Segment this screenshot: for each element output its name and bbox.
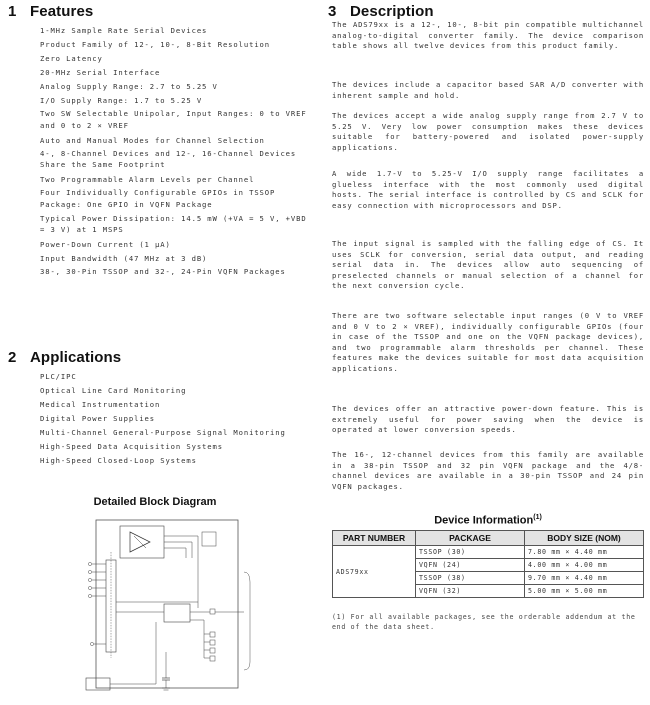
feature-item: Four Individually Configurable GPIOs in TSSOP Package: One GPIO in VQFN Package xyxy=(40,188,276,209)
feature-item: 1-MHz Sample Rate Serial Devices xyxy=(40,26,208,35)
chip-select-pin xyxy=(90,642,93,645)
description-paragraph: The devices accept a wide analog supply range from 2.7 V to 5.25 V. Very low power consumption makes these devices suitable for battery-powered and isolated power-supply applications. xyxy=(332,111,644,152)
features-list xyxy=(40,24,308,280)
applications-title: Applications xyxy=(30,349,122,366)
table-header-row xyxy=(333,531,644,546)
body-size-cell: 7.80 mm × 4.40 mm xyxy=(525,546,644,559)
device-info-footnote: (1) For all available packages, see the orderable addendum at the end of the data sheet. xyxy=(332,613,636,631)
application-item: Medical Instrumentation xyxy=(40,400,161,409)
block-diagram-title: Detailed Block Diagram xyxy=(93,496,217,508)
feature-item: Zero Latency xyxy=(40,54,103,63)
package-cell: VQFN (32) xyxy=(416,585,525,598)
body-size-cell: 5.00 mm × 5.00 mm xyxy=(525,585,644,598)
description-title: Description xyxy=(350,3,434,20)
header-part-number: PART NUMBER xyxy=(333,531,416,546)
feature-item: Auto and Manual Modes for Channel Selection xyxy=(40,135,265,145)
body-size-cell: 9.70 mm × 4.40 mm xyxy=(525,572,644,585)
header-package: PACKAGE xyxy=(416,531,525,546)
part-number-cell: ADS79xx xyxy=(333,546,416,598)
description-paragraph: The devices include a capacitor based SAR A/D converter with inherent sample and hold. xyxy=(332,80,644,100)
table-row xyxy=(333,546,644,559)
device-info-title-note: (1) xyxy=(533,514,542,521)
applications-list xyxy=(40,370,308,468)
description-paragraph: The input signal is sampled with the falling edge of CS. It uses SCLK for conversion, serial data output, and reading serial data in. The devices allow auto sequencing of preselected channels or manual selection of a channel for the next conversion cycle. xyxy=(332,239,644,291)
description-number: 3 xyxy=(328,3,337,20)
device-info-table xyxy=(332,530,644,598)
description-paragraph: A wide 1.7-V to 5.25-V I/O supply range facilitates a glueless interface with the most commonly used digital hosts. The serial interface is controlled by CS and SCLK for easy connection with microprocessors and DSP. xyxy=(332,169,644,210)
block-diagram xyxy=(48,512,288,704)
application-item: High-Speed Data Acquisition Systems xyxy=(40,442,223,451)
description-paragraph: The 16-, 12-channel devices from this family are available in a 38-pin TSSOP and 32 pin VQFN package and the 4/8-channel devices are available in a 30-pin TSSOP and 24 pin VQFN packages. xyxy=(332,450,644,491)
device-info-title-text: Device Information xyxy=(434,514,534,527)
application-item: Optical Line Card Monitoring xyxy=(40,386,187,395)
description-heading xyxy=(328,3,434,20)
feature-item: Analog Supply Range: 2.7 to 5.25 V xyxy=(40,82,218,91)
feature-item: 20-MHz Serial Interface xyxy=(40,68,161,77)
description-paragraph: The devices offer an attractive power-down feature. This is extremely useful for power saving when the device is operated at lower conversion speeds. xyxy=(332,404,644,435)
application-item: PLC/IPC xyxy=(40,372,77,381)
adc-block xyxy=(164,604,190,622)
applications-number: 2 xyxy=(8,349,17,366)
serial-interface-pins xyxy=(210,632,215,661)
description-paragraph: The ADS79xx is a 12-, 10-, 8-bit pin compatible multichannel analog-to-digital converter family. The device comparison table shows all twelve devices from this product family. xyxy=(332,20,644,51)
feature-item: Input Bandwidth (47 MHz at 3 dB) xyxy=(40,254,208,263)
package-cell: TSSOP (38) xyxy=(416,572,525,585)
package-cell: TSSOP (30) xyxy=(416,546,525,559)
application-item: Multi-Channel General-Purpose Signal Monitoring xyxy=(40,428,286,437)
feature-item: Two SW Selectable Unipolar, Input Ranges: 0 to VREF and 0 to 2 × VREF xyxy=(40,109,307,130)
feature-item: Two Programmable Alarm Levels per Channel xyxy=(40,175,255,184)
device-info-title xyxy=(332,514,644,527)
feature-item: Power-Down Current (1 µA) xyxy=(40,240,171,249)
feature-item: Typical Power Dissipation: 14.5 mW (+VA = 5 V, +VBD = 3 V) at 1 MSPS xyxy=(40,213,307,234)
application-item: High-Speed Closed-Loop Systems xyxy=(40,456,197,465)
features-title: Features xyxy=(30,3,94,20)
applications-heading xyxy=(8,349,121,366)
input-pins xyxy=(88,562,91,597)
feature-item: 38-, 30-Pin TSSOP and 32-, 24-Pin VQFN Packages xyxy=(40,267,286,276)
features-heading xyxy=(8,3,93,20)
gpio-block xyxy=(202,532,216,546)
body-size-cell: 4.00 mm × 4.00 mm xyxy=(525,559,644,572)
package-cell: VQFN (24) xyxy=(416,559,525,572)
amplifier-block xyxy=(120,526,164,558)
description-paragraph: There are two software selectable input ranges (0 V to VREF and 0 V to 2 × VREF), individually configurable GPIOs (four in case of the TSSOP and one on the VQFN package devices), and two programmable alarm thresholds per channel. These features make the devices suitable for most data acquisition applications. xyxy=(332,311,644,373)
features-number: 1 xyxy=(8,3,17,20)
application-item: Digital Power Supplies xyxy=(40,414,155,423)
capacitor-icon xyxy=(162,672,170,690)
feature-item: Product Family of 12-, 10-, 8-Bit Resolution xyxy=(40,40,270,49)
header-body-size: BODY SIZE (NOM) xyxy=(525,531,644,546)
feature-item: 4-, 8-Channel Devices and 12-, 16-Channel Devices Share the Same Footprint xyxy=(40,148,297,169)
feature-item: I/O Supply Range: 1.7 to 5.25 V xyxy=(40,96,203,105)
